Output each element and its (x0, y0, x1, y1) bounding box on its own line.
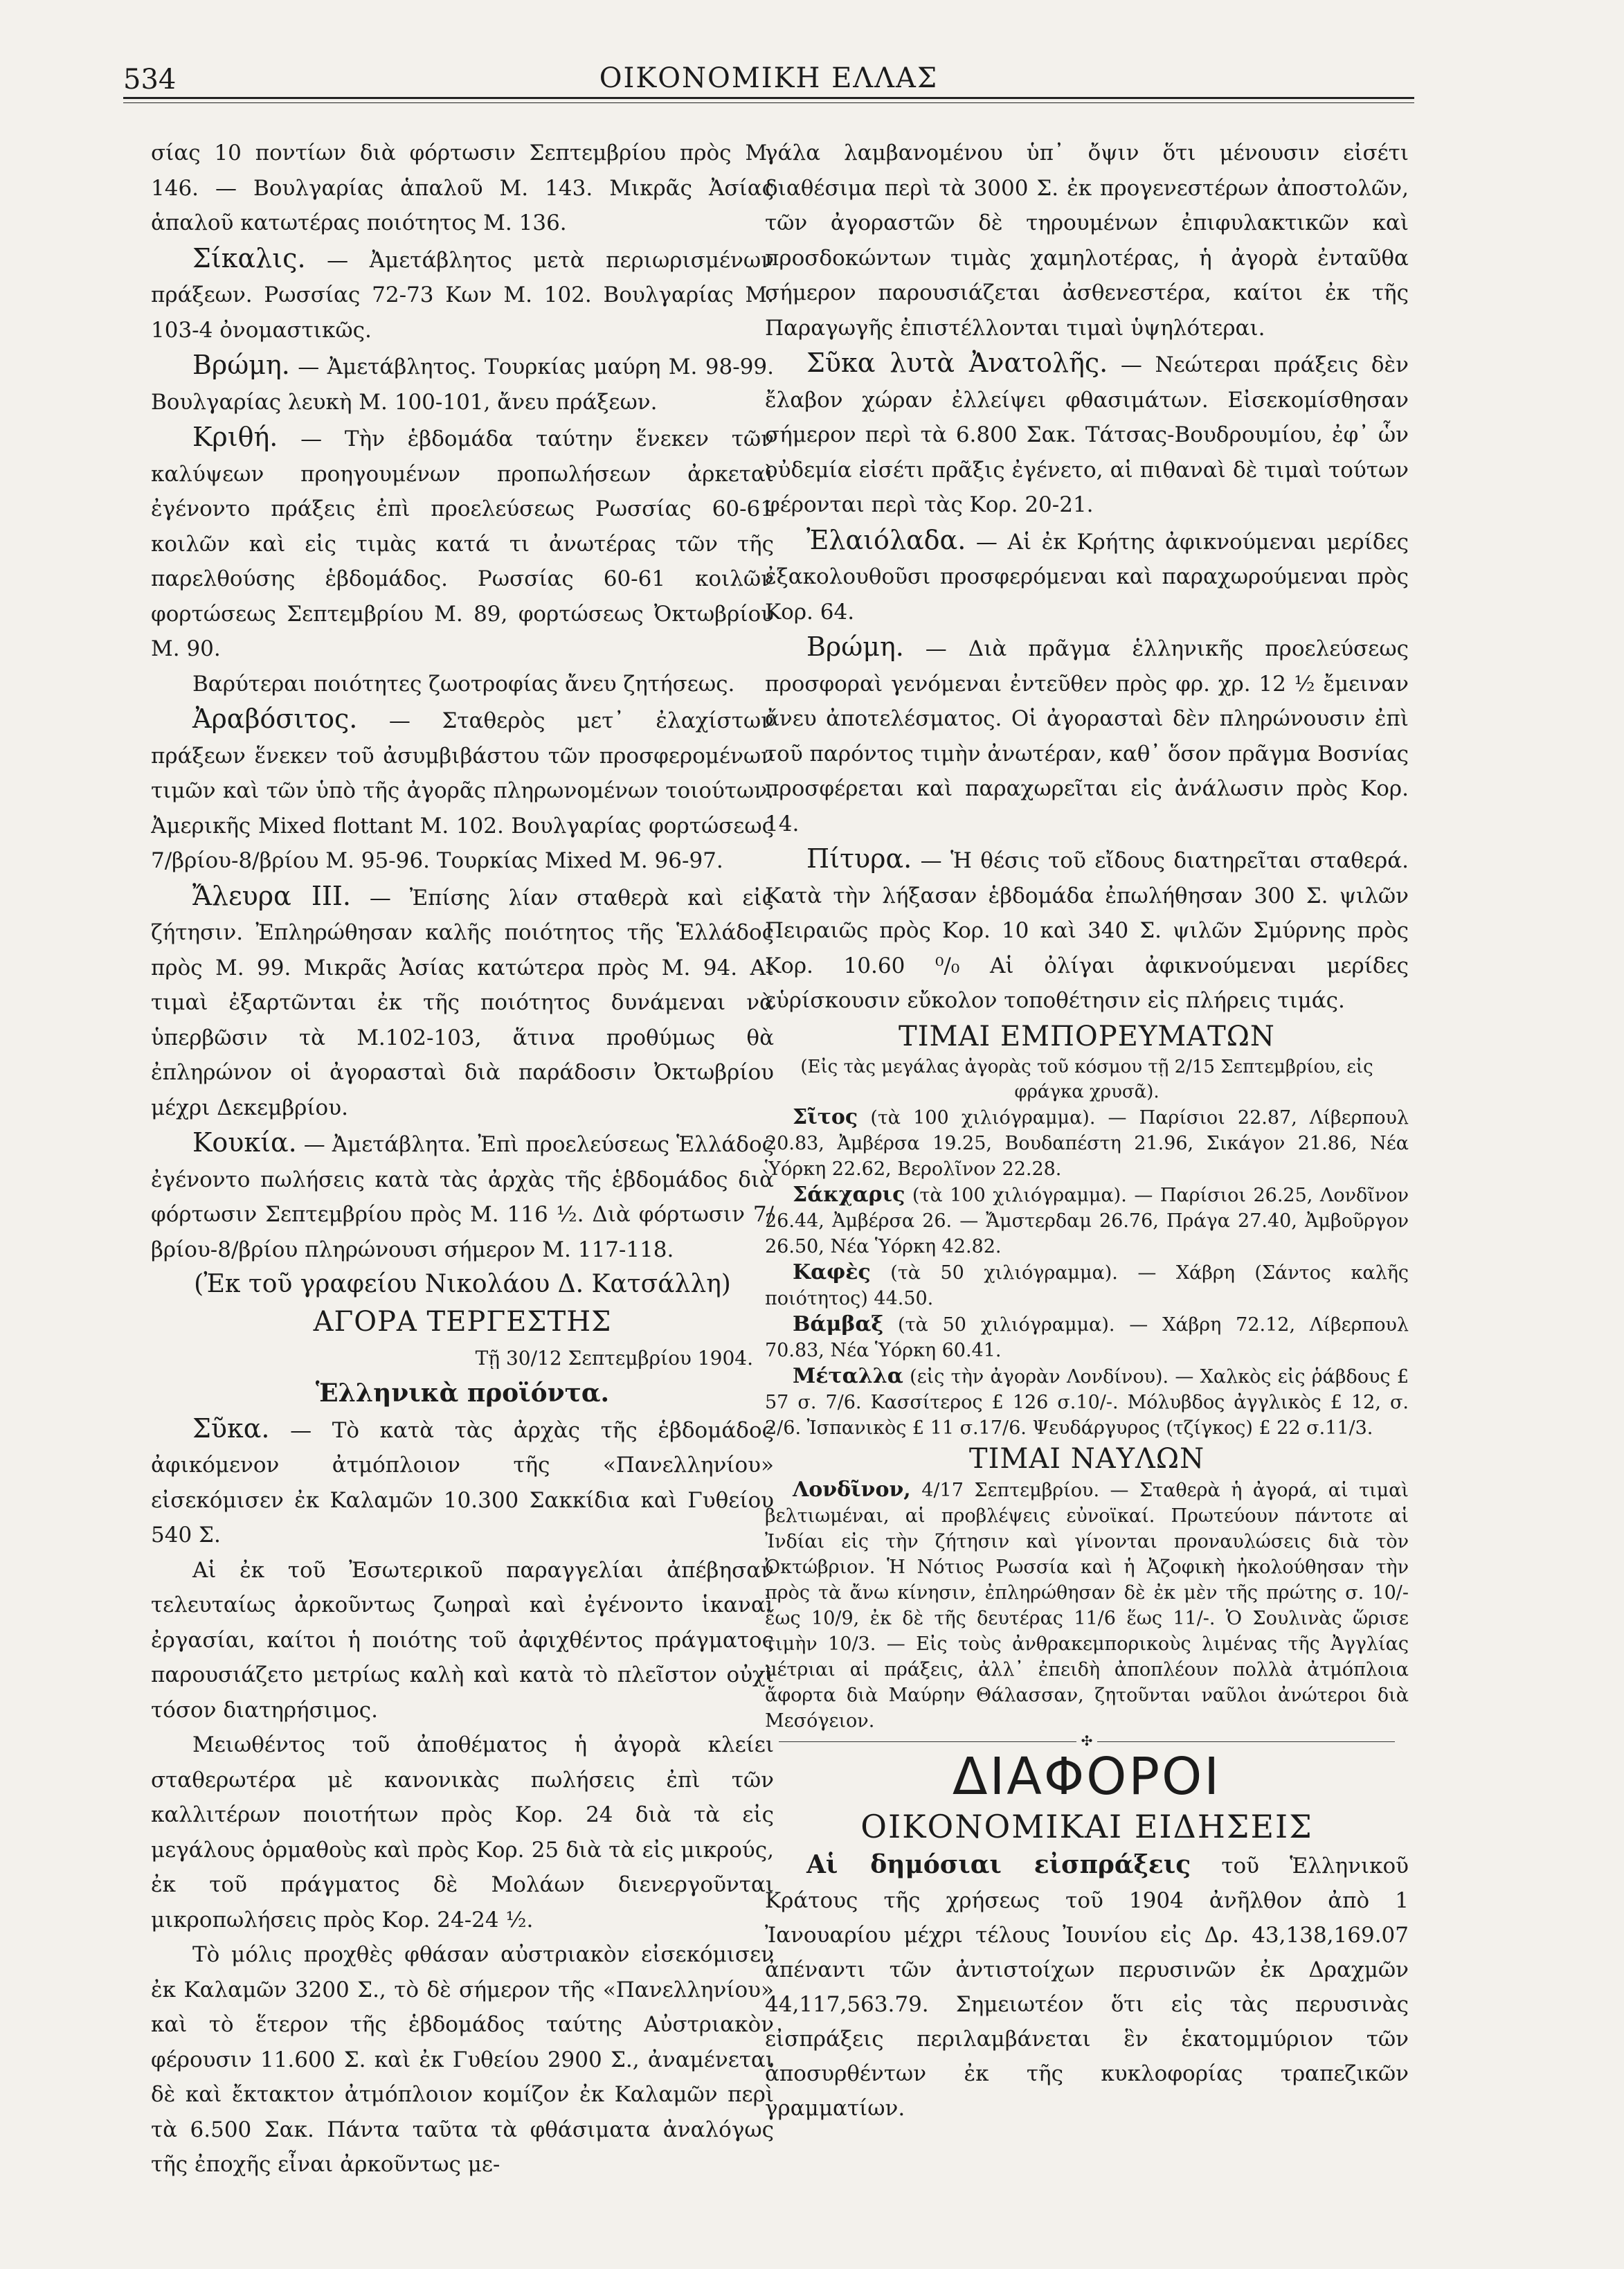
commodity-lead: Ἄλευρα III. (192, 880, 351, 911)
source-attribution: (Ἐκ τοῦ γραφείου Νικολάου Δ. Κατσάλλη) (194, 1270, 731, 1298)
article-paragraph (765, 841, 1409, 1019)
commodity-text: — Νεώτεραι πράξεις δὲν ἔλαβον χώραν ἐλλείψει φθασιμάτων. Εἰσεκομίσθησαν σήμερον περὶ τὰ 6.800 Σακ. Τάτσας-Βουδρουμίου, ἐφ᾽ ὧν οὐδεμία εἰσέτι πρᾶξις ἐγένετο, αἱ πιθαναὶ δὲ τιμαὶ τούτων φέρονται περὶ τὰς Κορ. 20-21. (765, 352, 1409, 517)
price-commodity: Καφὲς (793, 1259, 871, 1284)
price-text: (τὰ 50 χιλιόγραμμα). — Χάβρη (Σάντος καλῆς ποιότητος) 44.50. (765, 1262, 1409, 1309)
freight-entry (765, 1477, 1409, 1734)
article-paragraph: Αἱ ἐκ τοῦ Ἐσωτερικοῦ παραγγελίαι ἀπέβησαν τελευταίως ἀρκοῦντως ζωηραὶ καὶ ἐγένοντο ἱκαναὶ ἐργασίαι, καίτοι ἡ ποιότης τοῦ ἀφιχθέντος πράγματος παρουσιάζετο μετρίως καλὴ καὶ κατὰ τὸ πλεῖστον οὐχὶ τόσον διατηρήσιμος. (151, 1557, 774, 1723)
article-paragraph (765, 629, 1409, 841)
price-commodity: Μέταλλα (793, 1363, 903, 1388)
price-commodity: Σάκχαρις (793, 1182, 905, 1207)
freight-text: 4/17 Σεπτεμβρίου. — Σταθερὰ ἡ ἀγορά, αἱ τιμαὶ βελτιωμέναι, αἱ προβλέψεις εὐνοϊκαί. Πρωτεύουν πάντοτε αἱ Ἰνδίαι εἰς τὴν ζήτησιν καὶ γίνονται προναυλώσεις διὰ τὸν Ὀκτώβριον. Ἡ Νότιος Ρωσσία καὶ ἡ Ἀζοφικὴ ἠκολούθησαν τὴν πρὸς τὰ ἄνω κίνησιν, ἐπληρώθησαν δὲ ἐκ μὲν τῆς πρώτης σ. 10/- ἕως 10/9, ἐκ δὲ τῆς δευτέρας 11/6 ἕως 11/-. Ὁ Σουλινὰς ὥρισε τιμὴν 10/3. — Εἰς τοὺς ἀνθρακεμπορικοὺς λιμένας τῆς Ἀγγλίας μέτριαι αἱ πράξεις, ἀλλ᾽ ἐπειδὴ ἀποπλέουν πολλὰ ἀτμόπλοια ἄφορτα διὰ Μαύρην Θάλασσαν, ζητοῦνται ναῦλοι ἀνώτεροι διὰ Μεσόγειον. (765, 1479, 1409, 1732)
page-header (123, 54, 1414, 102)
article-paragraph (151, 348, 774, 420)
price-entry (765, 1311, 1409, 1363)
commodity-text: — Ἀμετάβλητος μετὰ περιωρισμένων πράξεων. Ρωσσίας 72-73 Kων Μ. 102. Βουλγαρίας Μ. 103-4 ὀνομαστικῶς. (151, 247, 774, 343)
divider-ornament-icon: ✣ (1081, 1732, 1093, 1749)
right-column (765, 136, 1409, 2241)
commodity-text: — Ἐπίσης λίαν σταθερὰ καὶ εἰς ζήτησιν. Ἐπληρώθησαν καλῆς ποιότητος τῆς Ἑλλάδος πρὸς Μ. 99. Μικρᾶς Ἀσίας κατώτερα πρὸς Μ. 94. Αἱ τιμαὶ ἐξαρτῶνται ἐκ τῆς ποιότητος δυνάμεναι νὰ ὑπερβῶσιν τὰ Μ.102-103, ἅτινα προθύμως θὰ ἐπληρώνον οἱ ἀγορασταὶ διὰ παράδοσιν Ὀκτωβρίου μέχρι Δεκεμβρίου. (151, 885, 774, 1120)
price-commodity: Σῖτος (793, 1104, 858, 1129)
commodity-text: — Ἀμετάβλητος. Τουρκίας μαύρη Μ. 98-99. Βουλγαρίας λευκὴ Μ. 100-101, ἄνευ πράξεων. (151, 355, 774, 415)
commodity-lead: Κουκία. (192, 1127, 297, 1158)
news-lead: Αἱ δημόσιαι εἰσπράξεις (806, 1849, 1191, 1879)
freight-city: Λονδῖνον, (793, 1477, 911, 1502)
commodity-text: — Αἱ ἐκ Κρήτης ἀφικνούμεναι μερίδες ἐξακολουθοῦσι προσφερόμεναι καὶ παραχωρούμεναι πρὸς Κορ. 64. (765, 529, 1409, 625)
commodity-text: — Ἀμετάβλητα. Ἐπὶ προελεύσεως Ἑλλάδος ἐγένοντο πωλήσεις κατὰ τὰς ἀρχὰς τῆς ἑβδομάδος διὰ φόρτωσιν Σεπτεμβρίου πρὸς Μ. 116 ½. Διὰ φόρτωσιν 7/βρίου-8/βρίου πληρώνουσι σήμερον Μ. 117-118. (151, 1132, 774, 1262)
commodity-lead: Βρώμη. (806, 631, 904, 662)
article-paragraph (151, 701, 774, 879)
divider-line-right (1097, 1741, 1395, 1742)
commodity-text: — Ἡ θέσις τοῦ εἴδους διατηρεῖται σταθερά. Κατὰ τὴν λήξασαν ἑβδομάδα ἐπωλήθησαν 300 Σ. ψιλῶν Πειραιῶς πρὸς Κορ. 10 καὶ 340 Σ. ψιλῶν Σμύρνης πρὸς Κορ. 10.60 ⁰/₀ Αἱ ὀλίγαι ἀφικνούμεναι μερίδες εὑρίσκουσιν εὔκολον τοποθέτησιν εἰς πλήρεις τιμάς. (765, 848, 1409, 1013)
price-entry (765, 1182, 1409, 1259)
news-text: τοῦ Ἑλληνικοῦ Κράτους τῆς χρήσεως τοῦ 1904 ἀνῆλθον ἀπὸ 1 Ἰανουαρίου μέχρι τέλους Ἰουνίου εἰς Δρ. 43,138,169.07 ἀπέναντι τῶν ἀντιστοίχων περυσινῶν ἐκ Δραχμῶν 44,117,563.79. Σημειωτέον ὅτι εἰς τὰς περυσινὰς εἰσπράξεις περιλαμβάνεται ἓν ἑκατομμύριον τῶν ἀποσυρθέντων ἐκ τῆς κυκλοφορίας τραπεζικῶν γραμματίων. (765, 1853, 1409, 2121)
article-paragraph (151, 1125, 774, 1267)
article-paragraph: σίας 10 ποντίων διὰ φόρτωσιν Σεπτεμβρίου πρὸς Μ. 146. — Βουλγαρίας ἁπαλοῦ Μ. 143. Μικρᾶς Ἀσίας ἁπαλοῦ κατωτέρας ποιότητος Μ. 136. (151, 141, 774, 235)
news-paragraph (765, 1847, 1409, 2126)
running-title: ΟΙΚΟΝΟΜΙΚΗ ΕΛΛΑΣ (599, 62, 939, 94)
commodity-text: — Διὰ πρᾶγμα ἑλληνικῆς προελεύσεως προσφοραὶ γενόμεναι ἐντεῦθεν πρὸς φρ. χρ. 12 ½ ἔμειναν ἄνευ ἀποτελέσματος. Οἱ ἀγορασταὶ δὲν πληρώνουσιν ἐπὶ τοῦ παρόντος τιμὴν ἀνωτέραν, καθ᾽ ὅσον πρᾶγμα Βοσνίας προσφέρεται καὶ παραχωρεῖται εἰς ἀνάλωσιν πρὸς Κορ. 14. (765, 636, 1409, 836)
header-rule (123, 97, 1414, 103)
commodity-lead: Ἀραβόσιτος. (192, 703, 358, 734)
commodity-lead: Σῦκα. (192, 1412, 270, 1444)
commodity-text: — Τὴν ἑβδομάδα ταύτην ἕνεκεν τῶν καλύψεων προηγουμένων προπωλήσεων ἀρκεταὶ ἐγένοντο πράξεις ἐπὶ προελεύσεως Ρωσσίας 60-61 κοιλῶν καὶ εἰς τιμὰς κατά τι ἀνωτέρας τῶν τῆς παρελθούσης ἑβδομάδος. Ρωσσίας 60-61 κοιλῶν φορτώσεως Σεπτεμβρίου Μ. 89, φορτώσεως Ὀκτωβρίου Μ. 90. (151, 427, 774, 661)
commodity-text: — Σταθερὸς μετ᾽ ἐλαχίστων πράξεων ἕνεκεν τοῦ ἀσυμβιβάστου τῶν προσφερομένων τιμῶν καὶ τῶν ὑπὸ τῆς ἀγορᾶς πληρωνομένων τοιούτων. Ἀμερικῆς Mixed flottant Μ. 102. Βουλγαρίας φορτώσεως 7/βρίου-8/βρίου Μ. 95-96. Τουρκίας Mixed Μ. 96-97. (151, 708, 774, 873)
article-paragraph (151, 420, 774, 667)
freight-heading: ΤΙΜΑΙ ΝΑΥΛΩΝ (968, 1442, 1205, 1475)
market-title: ΑΓΟΡΑ ΤΕΡΓΕΣΤΗΣ (313, 1305, 612, 1338)
article-paragraph: Μειωθέντος τοῦ ἀποθέματος ἡ ἀγορὰ κλείει σταθερωτέρα μὲ κανονικὰς πωλήσεις ἐπὶ τῶν καλλιτέρων ποιοτήτων πρὸς Κορ. 24 διὰ τὰ εἰς μεγάλους ὁρμαθοὺς καὶ πρὸς Κορ. 25 διὰ τὰ εἰς μικρούς, ἐκ τοῦ πράγματος δὲ Μολάων διενεργοῦνται μικροπωλήσεις πρὸς Κορ. 24-24 ½. (151, 1732, 774, 1932)
page-number: 534 (123, 64, 177, 96)
prices-heading: ΤΙΜΑΙ ΕΜΠΟΡΕΥΜΑΤΩΝ (899, 1020, 1275, 1052)
commodity-lead: Σῦκα λυτὰ Ἀνατολῆς. (806, 348, 1108, 378)
commodity-text: — Τὸ κατὰ τὰς ἀρχὰς τῆς ἑβδομάδος ἀφικόμενον ἀτμόπλοιον τῆς «Πανελληνίου» εἰσεκόμισεν ἐκ Καλαμῶν 10.300 Σακκίδια καὶ Γυθείου 540 Σ. (151, 1417, 774, 1548)
price-text: (τὰ 50 χιλιόγραμμα). — Χάβρη 72.12, Λίβερπουλ 70.83, Νέα Ὑόρκη 60.41. (765, 1313, 1409, 1361)
article-paragraph (151, 879, 774, 1126)
prices-note: (Εἰς τὰς μεγάλας ἀγορὰς τοῦ κόσμου τῇ 2/15 Σεπτεμβρίου, εἰς φράγκα χρυσᾶ). (800, 1056, 1373, 1102)
article-paragraph: γάλα λαμβανομένου ὑπ᾽ ὄψιν ὅτι μένουσιν εἰσέτι διαθέσιμα περὶ τὰ 3000 Σ. ἐκ προγενεστέρων ἀποστολῶν, τῶν ἀγοραστῶν δὲ τηρουμένων ἐπιφυλακτικῶν καὶ προσδοκώντων τιμὰς χαμηλοτέρας, ἡ ἀγορὰ ἐνταῦθα σήμερον παρουσιάζεται ἀσθενεστέρα, καίτοι ἐκ τῆς Παραγωγῆς ἐπιστέλλονται τιμαὶ ὑψηλότεραι. (765, 141, 1409, 341)
divider-line-left (779, 1741, 1076, 1742)
section-big-subheading: ΟΙΚΟΝΟΜΙΚΑΙ ΕΙΔΗΣΕΙΣ (860, 1807, 1313, 1845)
price-text: (τὰ 100 χιλιόγραμμα). — Παρίσιοι 22.87, Λίβερπουλ 20.83, Ἀμβέρσα 19.25, Βουδαπέστη 21.96, Σικάγον 21.86, Νέα Ὑόρκη 22.62, Βερολῖνον 22.28. (765, 1106, 1409, 1180)
article-paragraph: Βαρύτεραι ποιότητες ζωοτροφίας ἄνευ ζητήσεως. (192, 671, 735, 697)
commodity-lead: Ἐλαιόλαδα. (806, 524, 966, 555)
price-entry (765, 1259, 1409, 1311)
section-big-heading: ΔΙΑΦΟΡΟΙ (952, 1746, 1222, 1806)
left-column (151, 136, 774, 2241)
article-paragraph: Τὸ μόλις προχθὲς φθάσαν αὐστριακὸν εἰσεκόμισεν ἐκ Καλαμῶν 3200 Σ., τὸ δὲ σήμερον τῆς «Πανελληνίου» καὶ τὸ ἕτερον τῆς ἑβδομάδος ταύτης Αὐστριακὸν φέρουσιν 11.600 Σ. καὶ ἐκ Γυθείου 2900 Σ., ἀναμένεται δὲ καὶ ἔκτακτον ἀτμόπλοιον κομίζον ἐκ Καλαμῶν περὶ τὰ 6.500 Σακ. Πάντα ταῦτα τὰ φθάσιματα ἀναλόγως τῆς ἐποχῆς εἶναι ἀρκοῦντως με- (151, 1942, 774, 2177)
price-entry (765, 1104, 1409, 1182)
market-date: Τῇ 30/12 Σεπτεμβρίου 1904. (475, 1346, 753, 1370)
commodity-lead: Πίτυρα. (806, 843, 912, 874)
price-commodity: Βάμβαξ (793, 1311, 884, 1336)
article-paragraph (765, 523, 1409, 630)
price-text: (τὰ 100 χιλιόγραμμα). — Παρίσιοι 26.25, Λονδῖνον 26.44, Ἀμβέρσα 26. — Ἄμστερδαμ 26.76, Πράγα 27.40, Ἀμβοῦργον 26.50, Νέα Ὑόρκη 42.82. (765, 1184, 1409, 1257)
commodity-lead: Κριθή. (192, 422, 278, 452)
ornamental-divider (765, 1734, 1409, 1748)
commodity-lead: Βρώμη. (192, 350, 290, 380)
price-entry (765, 1363, 1409, 1441)
subsection-title: Ἑλληνικὰ προϊόντα. (315, 1379, 610, 1408)
article-paragraph (765, 346, 1409, 523)
commodity-lead: Σίκαλις. (192, 242, 306, 273)
price-text: (εἰς τὴν ἀγορὰν Λονδίνου). — Χαλκὸς εἰς ῥάβδους £ 57 σ. 7/6. Κασσίτερος £ 126 σ.10/-. Μόλυβδος ἀγγλικὸς £ 12, σ. 2/6. Ἰσπανικὸς £ 11 σ.17/6. Ψευδάργυρος (τζίγκος) £ 22 σ.11/3. (765, 1365, 1409, 1439)
article-paragraph (151, 1411, 774, 1553)
article-paragraph (151, 241, 774, 348)
